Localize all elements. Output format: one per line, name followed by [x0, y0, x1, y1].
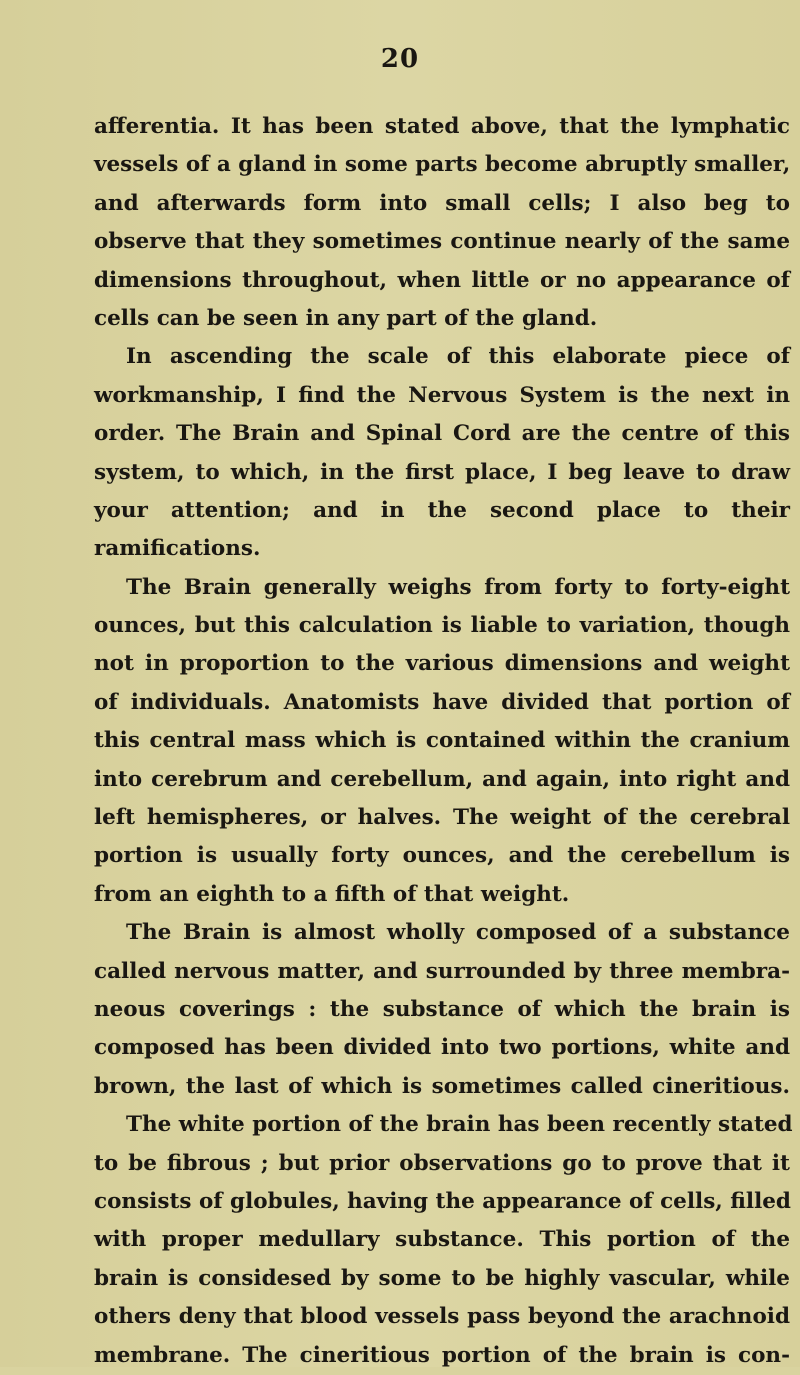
- text-line: to be fibrous ; but prior observations go to prove that it: [94, 1150, 790, 1176]
- text-line: called nervous matter, and surrounded by three membra-: [94, 958, 790, 984]
- text-line: brain is considesed by some to be highly vascular, while: [94, 1265, 790, 1291]
- text-line: The white portion of the brain has been recently stated: [126, 1112, 793, 1138]
- text-line: dimensions throughout, when little or no appearance of: [94, 267, 790, 293]
- text-line: with proper medullary substance. This portion of the: [94, 1227, 790, 1253]
- text-line: into cerebrum and cerebellum, and again, into right and: [94, 766, 790, 792]
- text-line: In ascending the scale of this elaborate piece of: [126, 344, 790, 370]
- text-line: portion is usually forty ounces, and the cerebellum is: [94, 843, 790, 869]
- text-line: from an eighth to a fifth of that weight.: [94, 881, 570, 907]
- text-line: consists of globules, having the appearance of cells, filled: [94, 1188, 791, 1214]
- text-line: The Brain is almost wholly composed of a substance: [126, 920, 790, 946]
- text-line: of individuals. Anatomists have divided that portion of: [94, 689, 790, 715]
- text-line: brown, the last of which is sometimes called cineritious.: [94, 1073, 790, 1099]
- text-line: neous coverings : the substance of which the brain is: [94, 996, 790, 1022]
- text-line: vessels of a gland in some parts become abruptly smaller,: [94, 152, 791, 178]
- text-line: order. The Brain and Spinal Cord are the centre of this: [94, 421, 790, 447]
- text-line: not in proportion to the various dimensions and weight: [94, 651, 790, 677]
- text-line: composed has been divided into two portions, white and: [94, 1035, 790, 1061]
- text-line: observe that they sometimes continue nearly of the same: [94, 229, 790, 255]
- text-line: left hemispheres, or halves. The weight of the cerebral: [94, 805, 790, 831]
- text-line: others deny that blood vessels pass beyond the arachnoid: [94, 1304, 790, 1330]
- text-line: system, to which, in the first place, I beg leave to draw: [94, 459, 790, 485]
- text-line: membrane. The cineritious portion of the brain is con-: [94, 1342, 790, 1368]
- text-line: this central mass which is contained within the cranium: [94, 728, 790, 754]
- text-line: workmanship, I find the Nervous System is the next in: [94, 382, 790, 408]
- text-line: ramifications.: [94, 536, 261, 562]
- body-text: [94, 108, 793, 1375]
- text-line: cells can be seen in any part of the gland.: [94, 305, 598, 331]
- text-line: and afterwards form into small cells; I also beg to: [94, 190, 790, 216]
- text-line: The Brain generally weighs from forty to forty-eight: [126, 574, 790, 600]
- page-number: 20: [380, 44, 420, 74]
- text-line: afferentia. It has been stated above, that the lymphatic: [94, 114, 790, 139]
- text-line: your attention; and in the second place to their: [94, 497, 790, 523]
- text-line: ounces, but this calculation is liable to variation, though: [94, 613, 790, 639]
